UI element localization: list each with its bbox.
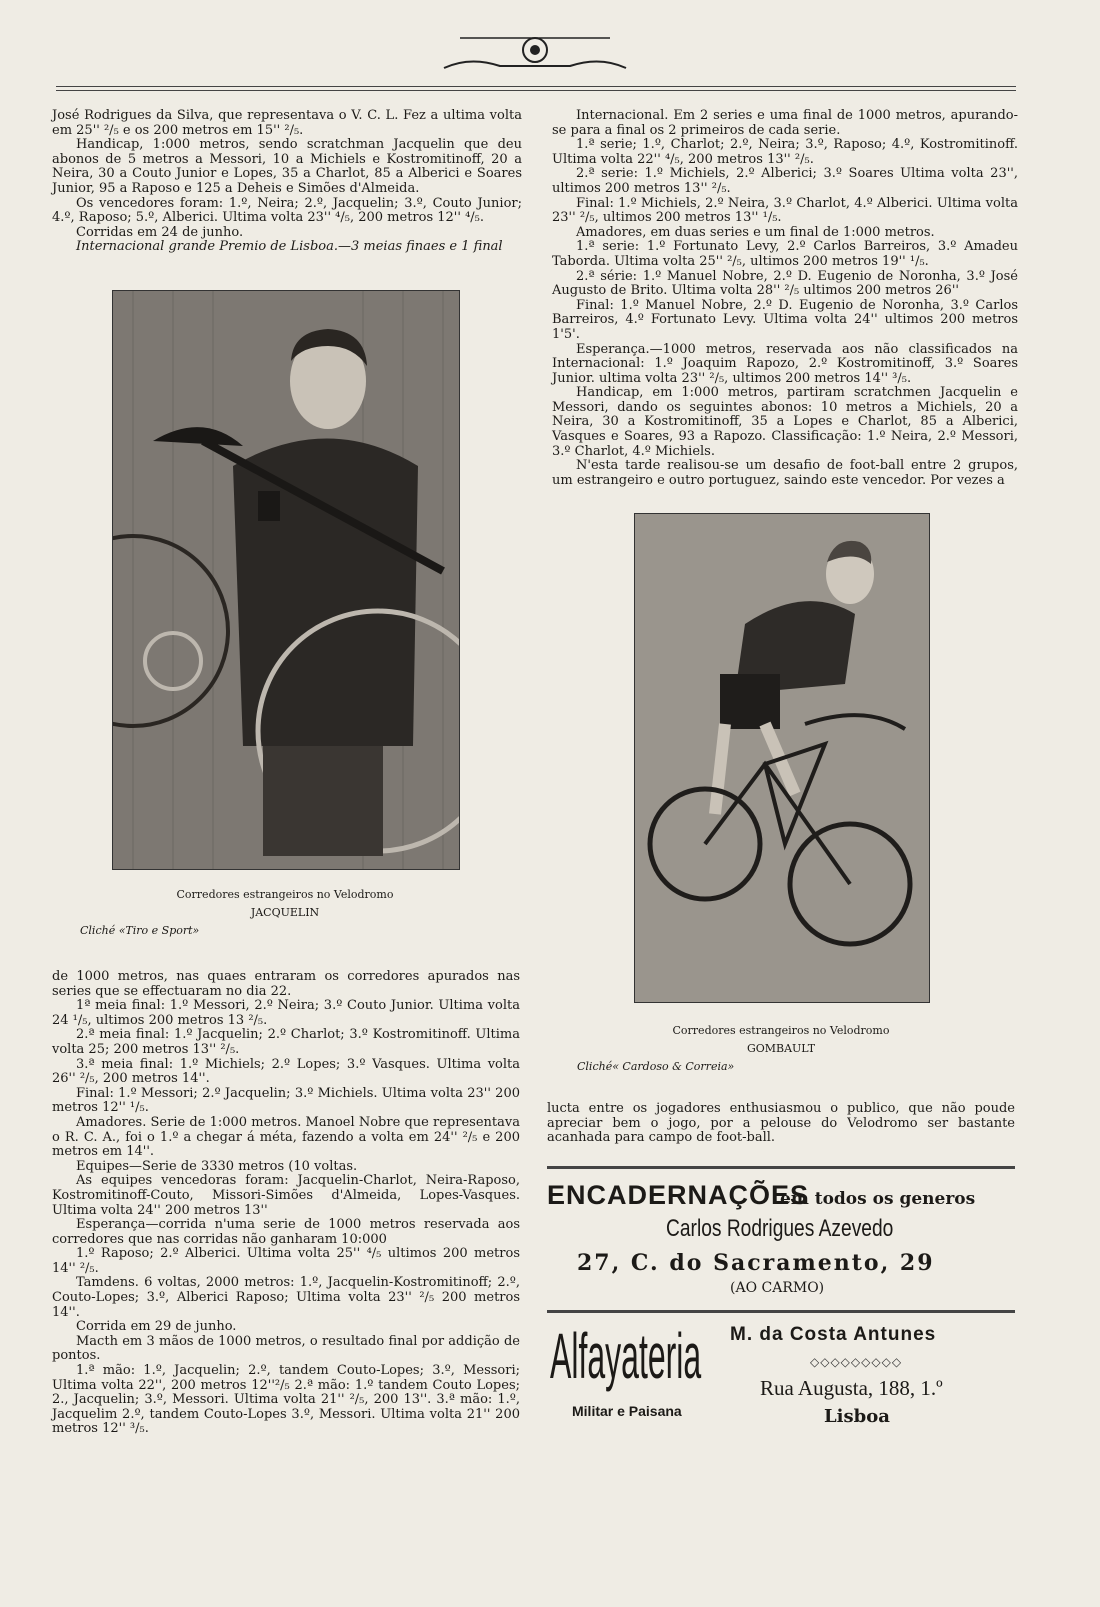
paragraph: 2.ª série: 1.º Manuel Nobre, 2.º D. Eugenio de Noronha, 3.º José Augusto de Brito. Ultima volta 28'' ²/₅ ultimos 200 metros 26'' — [552, 268, 1018, 299]
photo-credit: Cliché« Cardoso & Correia» — [577, 1060, 735, 1073]
left-column-top — [52, 109, 522, 255]
paragraph: Final: 1.º Michiels, 2.º Neira, 3.º Charlot, 4.º Alberici. Ultima volta 23'' ²/₅, ultimos 200 metros 13'' ¹/₅. — [552, 195, 1018, 226]
ad-binding-title: ENCADERNAÇÕES — [547, 1180, 810, 1210]
cyclist-photo-icon — [113, 291, 459, 869]
left-column-bottom — [52, 970, 520, 1437]
ad-rule — [547, 1166, 1015, 1169]
paragraph: Handicap, 1:000 metros, sendo scratchman Jacquelin que deu abonos de 5 metros a Messori, 10 a Michiels e Kostromitinoff, 20 a Neira, 30 a Couto Junior e Lopes, 35 a Charlot, 85 a Alberici e Soares Junior, 95 a Raposo e 125 a Deheis e Simões d'Almeida. — [52, 137, 522, 196]
header-rule — [56, 86, 1016, 87]
photo-gombault — [634, 513, 930, 1003]
paragraph: N'esta tarde realisou-se um desafio de foot-ball entre 2 grupos, um estrangeiro e outro portuguez, saindo este vencedor. Por vezes a — [552, 458, 1018, 488]
ad-binding-subtitle: em todos os generos — [780, 1189, 976, 1209]
photo-caption: Corredores estrangeiros no Velodromo — [176, 888, 394, 901]
photo-jacquelin — [112, 290, 460, 870]
paragraph: lucta entre os jogadores enthusiasmou o publico, que não poude apreciar bem o jogo, por a pelouse do Velodromo ser bastante acanhada para campo de foot-ball. — [547, 1101, 1015, 1146]
paragraph: Amadores. Serie de 1:000 metros. Manoel Nobre que representava o R. C. A., foi o 1.º a chegar á méta, fazendo a volta em 24'' ²/₅ e 200 metros em 14''. — [52, 1114, 520, 1160]
ad-ornament: ◇◇◇◇◇◇◇◇◇ — [810, 1355, 903, 1369]
ad-tailor-shop-sub: Militar e Paisana — [572, 1403, 682, 1419]
paragraph: Tamdens. 6 voltas, 2000 metros: 1.º, Jacquelin-Kostromitinoff; 2.º, Couto-Lopes; 3.º, Alberici Raposo; Ultima volta 23'' ²/₅ 200 metros 14''. — [52, 1275, 520, 1320]
paragraph: Final: 1.º Manuel Nobre, 2.º D. Eugenio de Noronha, 3.º Carlos Barreiros, 4.º Fortunato Levy. Ultima volta 24'' ultimos 200 metros 1'5'. — [552, 297, 1018, 342]
paragraph: 2.ª meia final: 1.º Jacquelin; 2.º Charlot; 3.º Kostromitinoff. Ultima volta 25; 200 metros 13'' ²/₅. — [52, 1027, 520, 1057]
photo-subject-name: GOMBAULT — [746, 1042, 816, 1055]
paragraph: 1ª meia final: 1.º Messori, 2.º Neira; 3.º Couto Junior. Ultima volta 24 ¹/₅, ultimos 200 metros 13 ²/₅. — [52, 998, 520, 1028]
paragraph: Esperança.—1000 metros, reservada aos não classificados na Internacional: 1.º Joaquim Rapozo, 2.º Kostromitinoff, 3.º Soares Junior. ultima volta 23'' ²/₅, ultimos 200 metros 14'' ³/₅. — [552, 341, 1018, 386]
paragraph: As equipes vencedoras foram: Jacquelin-Charlot, Neira-Raposo, Kostromitinoff-Couto, Missori-Simões d'Almeida, Lopes-Vasques. Ultima volta 24'' 200 metros 13'' — [52, 1173, 520, 1218]
paragraph: Amadores, em duas series e um final de 1:000 metros. — [576, 224, 935, 240]
masthead-logo — [440, 28, 630, 76]
paragraph: Corrida em 29 de junho. — [76, 1319, 237, 1335]
photo-caption: Corredores estrangeiros no Velodromo — [672, 1024, 890, 1037]
paragraph: Equipes—Serie de 3330 metros (10 voltas. — [76, 1158, 358, 1174]
right-column-bottom — [547, 1102, 1015, 1146]
paragraph: Corridas em 24 de junho. — [76, 224, 244, 240]
paragraph: 1.º Raposo; 2.º Alberici. Ultima volta 25'' ⁴/₅ ultimos 200 metros 14'' ²/₅. — [52, 1246, 520, 1276]
paragraph: José Rodrigues da Silva, que representava o V. C. L. Fez a ultima volta em 25'' ²/₅ e os 200 metros em 15'' ²/₅. — [52, 108, 522, 138]
cyclist-photo-icon — [635, 514, 929, 1002]
masthead-ornament-icon — [440, 28, 630, 76]
paragraph: 3.ª meia final: 1.º Michiels; 2.º Lopes; 3.º Vasques. Ultima volta 26'' ²/₅, 200 metros 14''. — [52, 1056, 520, 1087]
ad-tailor-city: Lisboa — [824, 1406, 890, 1427]
paragraph: 1.ª serie; 1.º, Charlot; 2.º, Neira; 3.º, Raposo; 4.º, Kostromitinoff. Ultima volta 22'' ⁴/₅, 200 metros 13'' ²/₅. — [552, 137, 1018, 167]
ad-binding-address: 27, C. do Sacramento, 29 — [577, 1250, 935, 1276]
paragraph: Os vencedores foram: 1.º, Neira; 2.º, Jacquelin; 3.º, Couto Junior; 4.º, Raposo; 5.º, Alberici. Ultima volta 23'' ⁴/₅, 200 metros 12'' ⁴/₅. — [52, 195, 522, 226]
paragraph: Handicap, em 1:000 metros, partiram scratchmen Jacquelin e Messori, dando os seguintes abonos: 10 metros a Michiels, 20 a Neira, 30 a Kostromitinoff, 35 a Lopes e Charlot, 85 a Alberici, Vasques e Soares, 93 a Rapozo. Classificação: 1.º Neira, 2.º Messori, 3.º Charlot, 4.º Michiels. — [552, 385, 1018, 459]
paragraph: 1.ª mão: 1.º, Jacquelin; 2.º, tandem Couto-Lopes; 3.º, Messori; Ultima volta 22'', 200 metros 12''²/₅ 2.ª mão: 1.º tandem Couto Lopes; 2., Jacquelin; 3.º, Messori. Ultima volta 21'' ²/₅, 200 13''. 3.ª mão: 1.º, Jacquelim 2.º, tandem Couto-Lopes 3.º, Messori. Ultima volta 21'' 200 metros 12'' ³/₅. — [52, 1363, 520, 1437]
paragraph: de 1000 metros, nas quaes entraram os corredores apurados nas series que se effectuaram no dia 22. — [52, 969, 520, 999]
paragraph: 2.ª serie: 1.º Michiels, 2.º Alberici; 3.º Soares Ultima volta 23'', ultimos 200 metros 13'' ²/₅. — [552, 166, 1018, 196]
paragraph: Macth em 3 mãos de 1000 metros, o resultado final por addição de pontos. — [52, 1333, 520, 1364]
paragraph: Final: 1.º Messori; 2.º Jacquelin; 3.º Michiels. Ultima volta 23'' 200 metros 12'' ¹/₅. — [52, 1085, 520, 1116]
header-rule-secondary — [56, 90, 1016, 91]
photo-credit: Cliché «Tiro e Sport» — [80, 924, 200, 937]
paragraph: Esperança—corrida n'uma serie de 1000 metros reservada aos corredores que nas corridas não ganharam 10:000 — [52, 1217, 520, 1247]
ad-tailor-shop: Alfayateria — [550, 1320, 702, 1392]
paragraph: 1.ª serie: 1.º Fortunato Levy, 2.º Carlos Barreiros, 3.º Amadeu Taborda. Ultima volta 25'' ²/₅, ultimos 200 metros 19'' ¹/₅. — [552, 239, 1018, 269]
ad-binding-name: Carlos Rodrigues Azevedo — [666, 1215, 894, 1242]
right-column-top — [552, 109, 1018, 488]
ad-rule — [547, 1310, 1015, 1313]
paragraph: Internacional grande Premio de Lisboa.—3 meias finaes e 1 final — [76, 239, 503, 255]
photo-subject-name: JACQUELIN — [250, 906, 320, 919]
ad-tailor-street: Rua Augusta, 188, 1.º — [760, 1376, 943, 1400]
ad-binding-area: (AO CARMO) — [730, 1280, 825, 1296]
paragraph: Internacional. Em 2 series e uma final de 1000 metros, apurando-se para a final os 2 primeiros de cada serie. — [552, 108, 1018, 138]
ad-tailor-owner: M. da Costa Antunes — [730, 1324, 937, 1345]
